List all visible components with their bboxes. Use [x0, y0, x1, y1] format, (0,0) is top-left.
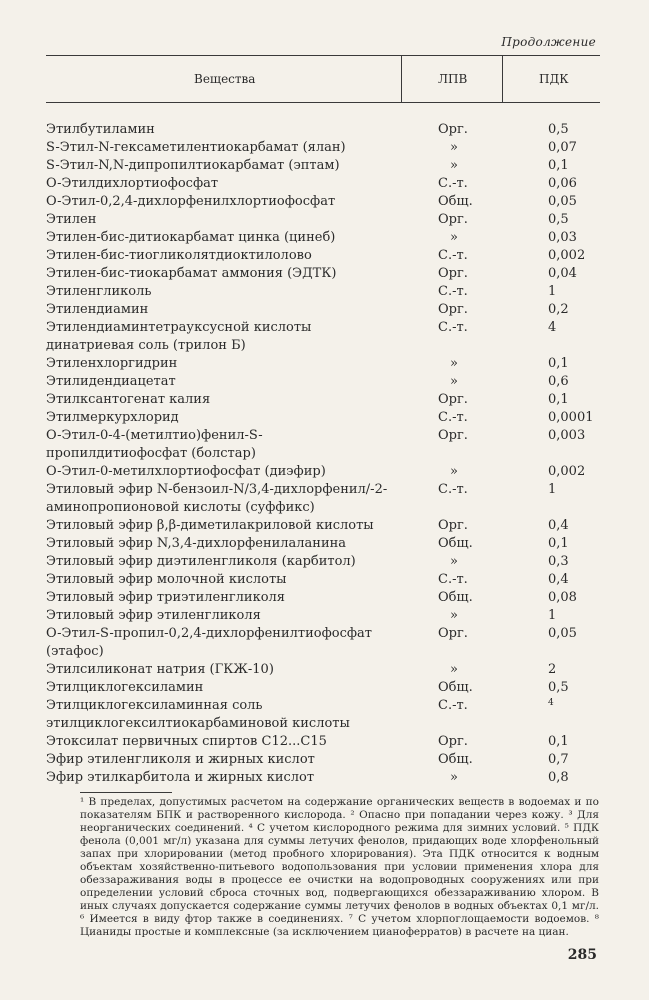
footnotes: ¹ В пределах, допустимых расчетом на содержание органических веществ в водоемах и по показателям БПК и растворенного кислорода. ² Опасно при попадании через кожу. ³ Для неорганических соединений. ⁴ С учетом кислородного режима для зимних условий. ⁵ ПДК фенола (0,001 мг/л) указана для суммы летучих фенолов, придающих воде хлорфенольный запах при хлорировании (метод пробного хлорирования). Эта ПДК относится к водным объектам хозяйственно-питьевого водопользования при условии применения хлора для обеззараживания воды в процессе ее очистки на водопроводных сооружениях или при определении условий сброса сточных вод, подвергающихся обеззараживанию хлором. В иных случаях допускается содержание суммы летучих фенолов в водных объектах 0,1 мг/л. ⁶ Имеется в виду фтор также в соединениях. ⁷ С учетом хлорпоглощаемости водоемов. ⁸ Цианиды простые и комплексные (за исключением цианоферратов) в расчете на циан. [80, 796, 599, 938]
pdk-value: 0,4 [548, 518, 569, 533]
substance-name: Эфир этиленгликоля и жирных кислот [46, 752, 315, 767]
substance-name: O-Этил-0,2,4-дихлорфенилхлортиофосфат [46, 194, 336, 209]
substances-table [46, 121, 612, 787]
table-row [46, 247, 612, 265]
pdk-value: 0,7 [548, 752, 569, 767]
substance-name: Этилен-бис-тиогликолятдиоктилолово [46, 248, 312, 263]
table-row [46, 463, 612, 481]
table-row [46, 481, 612, 517]
pdk-value: 0,03 [548, 230, 577, 245]
table-row [46, 733, 612, 751]
table-row [46, 229, 612, 247]
pdk-value: 0,1 [548, 536, 569, 551]
lpv-value: С.-т. [438, 320, 468, 335]
header-lpv: ЛПВ [438, 72, 468, 86]
lpv-value: Общ. [438, 752, 473, 767]
lpv-value: » [450, 158, 458, 173]
table-row [46, 391, 612, 409]
table-row [46, 157, 612, 175]
table-row [46, 697, 612, 733]
pdk-value: 0,04 [548, 266, 577, 281]
lpv-value: Орг. [438, 518, 468, 533]
substance-name: Этилендиамин [46, 302, 149, 317]
lpv-value: Общ. [438, 536, 473, 551]
substance-name: O-Этил-S-пропил-0,2,4-дихлорфенилтиофосфат (этафос) [46, 626, 372, 659]
table-header [46, 55, 600, 103]
lpv-value: » [450, 230, 458, 245]
pdk-value: 1 [548, 284, 557, 299]
footnote-rule [80, 792, 172, 793]
table-row [46, 427, 612, 463]
substance-name: Этиловый эфир N-бензоил-N/3,4-дихлорфенил/-2-аминопропионовой кислоты (суффикс) [46, 482, 388, 515]
pdk-value: 0,3 [548, 554, 569, 569]
pdk-value: 0,8 [548, 770, 569, 785]
pdk-value: 1 [548, 482, 557, 497]
lpv-value: Орг. [438, 428, 468, 443]
header-pdk: ПДК [539, 72, 569, 86]
table-row [46, 625, 612, 661]
substance-name: Этоксилат первичных спиртов C12...C15 [46, 734, 327, 749]
substance-name: Этилциклогексиламинная соль этилциклогексилтиокарбаминовой кислоты [46, 698, 350, 731]
pdk-value: 0,08 [548, 590, 577, 605]
table-row [46, 373, 612, 391]
table-row [46, 193, 612, 211]
pdk-value: 0,5 [548, 212, 569, 227]
pdk-value: 0,003 [548, 428, 586, 443]
lpv-value: » [450, 140, 458, 155]
lpv-value: С.-т. [438, 284, 468, 299]
substance-name: Этилксантогенат калия [46, 392, 211, 407]
lpv-value: С.-т. [438, 572, 468, 587]
continuation-label: Продолжение [501, 35, 596, 49]
pdk-value: 0,6 [548, 374, 569, 389]
substance-name: Этиловый эфир молочной кислоты [46, 572, 287, 587]
substance-name: Этилен-бис-тиокарбамат аммония (ЭДТК) [46, 266, 337, 281]
table-row [46, 517, 612, 535]
table-row [46, 121, 612, 139]
substance-name: Этиловый эфир триэтиленгликоля [46, 590, 286, 605]
lpv-value: Орг. [438, 302, 468, 317]
substance-name: Этилен-бис-дитиокарбамат цинка (цинеб) [46, 230, 336, 245]
substance-name: S-Этил-N,N-дипропилтиокарбамат (эптам) [46, 158, 340, 173]
table-row [46, 283, 612, 301]
pdk-value: 4 [548, 320, 557, 335]
lpv-value: Общ. [438, 194, 473, 209]
pdk-value: 0,002 [548, 248, 586, 263]
pdk-value: 0,07 [548, 140, 577, 155]
lpv-value: Орг. [438, 212, 468, 227]
substance-name: Этиловый эфир этиленгликоля [46, 608, 261, 623]
lpv-value: » [450, 770, 458, 785]
column-divider [401, 56, 402, 102]
lpv-value: » [450, 608, 458, 623]
substance-name: Этилидендиацетат [46, 374, 176, 389]
lpv-value: Орг. [438, 392, 468, 407]
lpv-value: С.-т. [438, 410, 468, 425]
column-divider [502, 56, 503, 102]
substance-name: Этилсиликонат натрия (ГКЖ-10) [46, 662, 274, 677]
substance-name: Этилциклогексиламин [46, 680, 204, 695]
table-row [46, 355, 612, 373]
lpv-value: С.-т. [438, 698, 468, 713]
pdk-value: 0,1 [548, 734, 569, 749]
table-row [46, 175, 612, 193]
table-row [46, 751, 612, 769]
table-row [46, 661, 612, 679]
pdk-value: 0,002 [548, 464, 586, 479]
pdk-value: 0,1 [548, 392, 569, 407]
pdk-value: 0,5 [548, 680, 569, 695]
header-substances: Вещества [194, 72, 256, 86]
lpv-value: Орг. [438, 734, 468, 749]
lpv-value: » [450, 356, 458, 371]
table-row [46, 769, 612, 787]
substance-name: Этиленхлоргидрин [46, 356, 178, 371]
table-row [46, 679, 612, 697]
substance-name: Этилендиаминтетрауксусной кислоты динатриевая соль (трилон Б) [46, 320, 312, 353]
lpv-value: Орг. [438, 626, 468, 641]
pdk-value: 1 [548, 608, 557, 623]
pdk-value: 0,05 [548, 626, 577, 641]
lpv-value: » [450, 374, 458, 389]
pdk-value: 0,06 [548, 176, 577, 191]
table-row [46, 211, 612, 229]
table-row [46, 301, 612, 319]
lpv-value: С.-т. [438, 482, 468, 497]
pdk-value: 0,0001 [548, 410, 594, 425]
lpv-value: » [450, 554, 458, 569]
lpv-value: Общ. [438, 590, 473, 605]
lpv-value: Общ. [438, 680, 473, 695]
pdk-value: 2 [548, 662, 557, 677]
substance-name: Этилбутиламин [46, 122, 155, 137]
substance-name: Этиловый эфир β,β-диметилакриловой кислоты [46, 518, 374, 533]
lpv-value: С.-т. [438, 248, 468, 263]
pdk-value: 0,4 [548, 572, 569, 587]
pdk-value: 0,5 [548, 122, 569, 137]
table-row [46, 553, 612, 571]
substance-name: O-Этил-0-метилхлортиофосфат (диэфир) [46, 464, 326, 479]
table-row [46, 139, 612, 157]
table-row [46, 571, 612, 589]
substance-name: Этиловый эфир N,3,4-дихлорфенилаланина [46, 536, 347, 551]
substance-name: Этиловый эфир диэтиленгликоля (карбитол) [46, 554, 356, 569]
pdk-value: 4 [548, 698, 554, 708]
lpv-value: Орг. [438, 266, 468, 281]
lpv-value: » [450, 662, 458, 677]
table-row [46, 409, 612, 427]
lpv-value: Орг. [438, 122, 468, 137]
substance-name: Эфир этилкарбитола и жирных кислот [46, 770, 315, 785]
pdk-value: 0,05 [548, 194, 577, 209]
lpv-value: » [450, 464, 458, 479]
substance-name: S-Этил-N-гексаметилентиокарбамат (ялан) [46, 140, 346, 155]
substance-name: O-Этилдихлортиофосфат [46, 176, 219, 191]
pdk-value: 0,1 [548, 356, 569, 371]
pdk-value: 0,2 [548, 302, 569, 317]
substance-name: O-Этил-0-4-(метилтио)фенил-S-пропилдитиофосфат (болстар) [46, 428, 263, 461]
table-row [46, 265, 612, 283]
page-number: 285 [567, 947, 597, 963]
table-row [46, 589, 612, 607]
substance-name: Этилен [46, 212, 97, 227]
substance-name: Этилмеркурхлорид [46, 410, 179, 425]
table-row [46, 319, 612, 355]
table-row [46, 535, 612, 553]
substance-name: Этиленгликоль [46, 284, 152, 299]
table-row [46, 607, 612, 625]
pdk-value: 0,1 [548, 158, 569, 173]
lpv-value: С.-т. [438, 176, 468, 191]
